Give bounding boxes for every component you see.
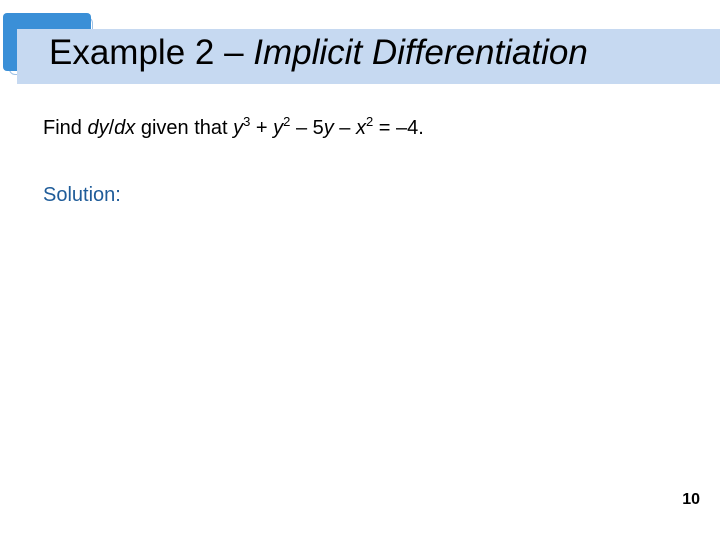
problem-var: y	[323, 117, 334, 139]
problem-statement	[43, 115, 424, 141]
problem-text: = –4.	[373, 117, 424, 139]
problem-var: x	[356, 117, 366, 139]
page-number: 10	[682, 491, 700, 508]
problem-text: given that	[135, 117, 234, 139]
problem-var: y	[273, 117, 284, 139]
problem-var: y	[233, 117, 244, 139]
slide-title-topic: Implicit Differentiation	[253, 33, 588, 72]
problem-text: –	[333, 117, 356, 139]
problem-exponent: 3	[243, 114, 251, 129]
problem-var: dy	[87, 117, 109, 139]
problem-text: +	[250, 117, 274, 139]
problem-text: Find	[43, 117, 88, 139]
problem-exponent: 2	[283, 114, 291, 129]
slide-title-prefix: Example 2 –	[49, 33, 254, 72]
problem-text: – 5	[290, 117, 324, 139]
problem-var: dx	[114, 117, 136, 139]
problem-exponent: 2	[366, 114, 374, 129]
solution-label: Solution:	[43, 184, 121, 206]
problem-text: /	[108, 117, 115, 139]
slide-title	[49, 31, 588, 75]
